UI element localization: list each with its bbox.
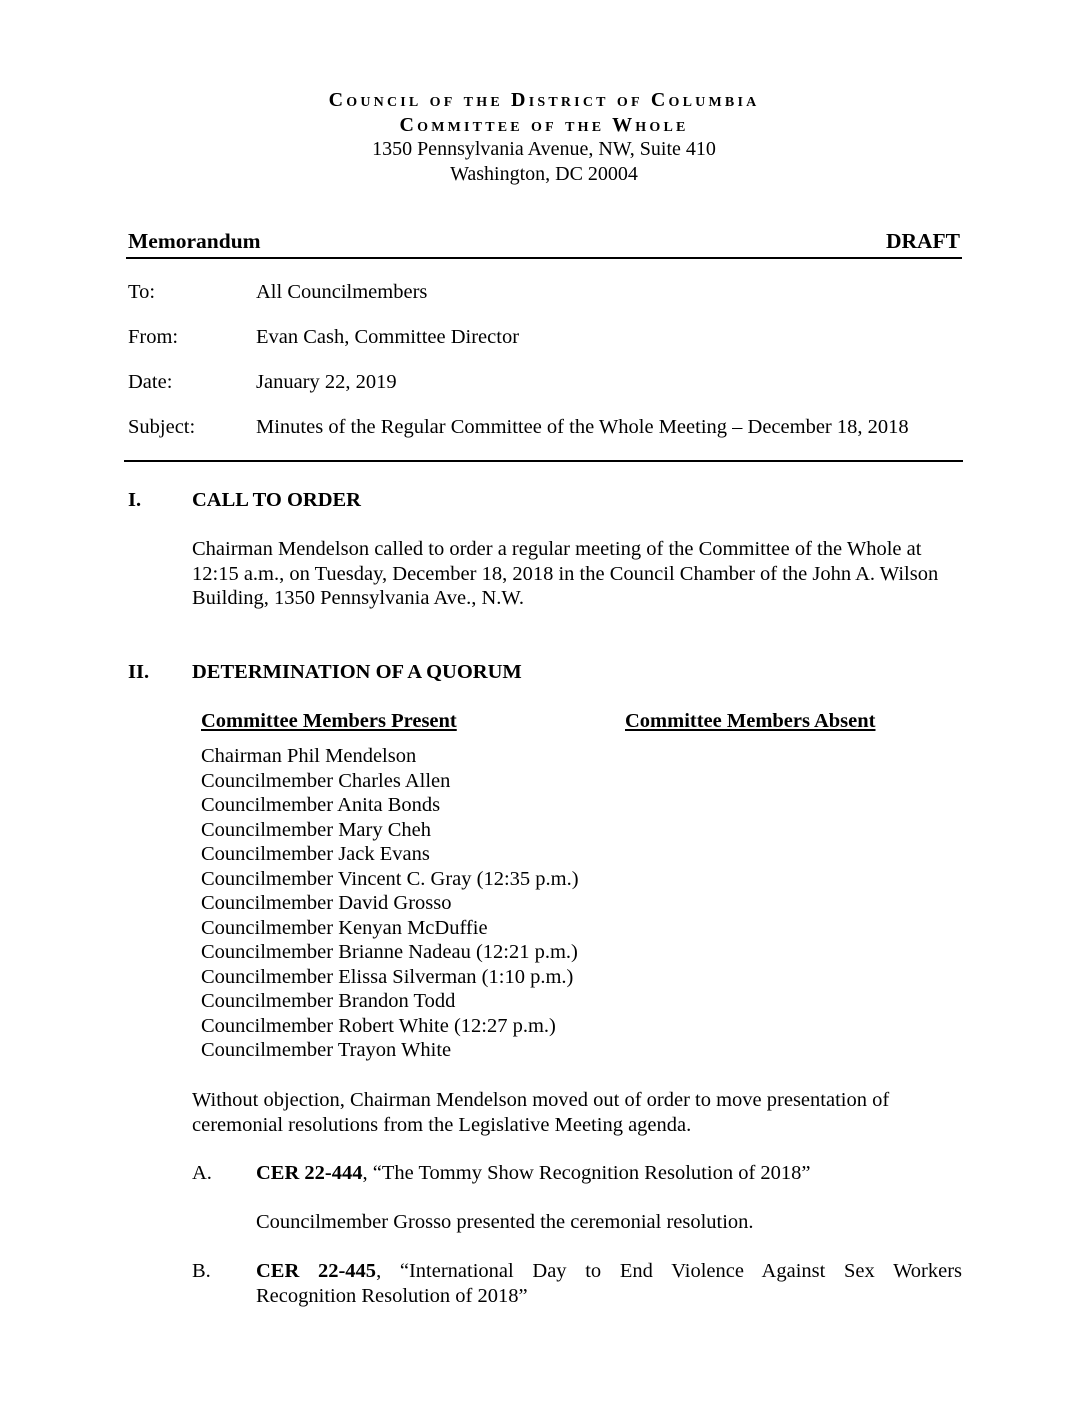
header-divider	[124, 460, 963, 462]
paragraph-line: Without objection, Chairman Mendelson moved out of order to move presentation of	[192, 1089, 890, 1111]
list-item: Councilmember Kenyan McDuffie	[201, 916, 488, 939]
memo-title: Memorandum	[128, 229, 261, 253]
item-a-code: CER 22-444	[256, 1162, 363, 1184]
item-b-title-2: Recognition Resolution of 2018”	[256, 1284, 528, 1307]
list-item: Councilmember Mary Cheh	[201, 818, 432, 841]
paragraph-line: 12:15 a.m., on Tuesday, December 18, 2018 in the Council Chamber of the John A. Wilson	[192, 562, 939, 585]
from-label: From:	[128, 326, 179, 348]
committee-name: Committee of the Whole	[399, 113, 689, 136]
memo-header	[126, 229, 962, 259]
address-line-2: Washington, DC 20004	[450, 162, 638, 185]
list-item: Councilmember Elissa Silverman (1:10 p.m.)	[201, 965, 574, 988]
paragraph-line: Chairman Mendelson called to order a regular meeting of the Committee of the Whole at	[192, 538, 922, 560]
date-value: January 22, 2019	[256, 371, 397, 393]
item-b	[256, 1259, 962, 1308]
section-2-title: DETERMINATION OF A QUORUM	[192, 661, 522, 683]
to-value: All Councilmembers	[256, 281, 428, 303]
paragraph-line: ceremonial resolutions from the Legislative Meeting agenda.	[192, 1113, 692, 1136]
item-a-note: Councilmember Grosso presented the ceremonial resolution.	[256, 1211, 754, 1233]
list-item: Chairman Phil Mendelson	[201, 745, 417, 767]
from-value: Evan Cash, Committee Director	[256, 326, 520, 348]
list-item: Councilmember Brandon Todd	[201, 990, 456, 1012]
subject-value: Minutes of the Regular Committee of the Whole Meeting – December 18, 2018	[256, 416, 909, 438]
list-item: Councilmember Vincent C. Gray (12:35 p.m.)	[201, 867, 579, 890]
list-item: Councilmember Jack Evans	[201, 843, 430, 865]
date-label: Date:	[128, 371, 173, 393]
to-label: To:	[128, 281, 156, 303]
subject-label: Subject:	[128, 416, 196, 438]
list-item: Councilmember Robert White (12:27 p.m.)	[201, 1014, 556, 1037]
item-a-title: , “The Tommy Show Recognition Resolution of 2018”	[362, 1162, 811, 1184]
motion-paragraph	[192, 1088, 962, 1137]
item-a-letter: A.	[192, 1162, 212, 1184]
list-item: Councilmember Trayon White	[201, 1039, 452, 1061]
item-b-line-1	[256, 1259, 962, 1284]
item-b-code: CER 22-445	[256, 1260, 377, 1282]
item-b-title-1: , “International Day to End Violence Against Sex Workers	[376, 1260, 963, 1282]
call-to-order-paragraph	[192, 537, 962, 611]
members-absent-header: Committee Members Absent	[625, 710, 876, 732]
section-2-number: II.	[128, 661, 150, 683]
list-item: Councilmember David Grosso	[201, 892, 452, 914]
members-present-list	[201, 744, 579, 1063]
section-1-title: CALL TO ORDER	[192, 489, 361, 511]
item-b-letter: B.	[192, 1260, 211, 1282]
list-item: Councilmember Charles Allen	[201, 769, 451, 792]
list-item: Councilmember Brianne Nadeau (12:21 p.m.)	[201, 941, 578, 963]
letterhead	[0, 88, 1088, 186]
council-name: Council of the District of Columbia	[328, 89, 760, 111]
list-item: Councilmember Anita Bonds	[201, 794, 441, 816]
draft-label: DRAFT	[885, 229, 960, 253]
paragraph-line: Building, 1350 Pennsylvania Ave., N.W.	[192, 587, 524, 609]
section-1-number: I.	[128, 489, 142, 511]
members-present-header: Committee Members Present	[201, 710, 457, 732]
address-line-1: 1350 Pennsylvania Avenue, NW, Suite 410	[372, 138, 716, 160]
item-a	[256, 1161, 962, 1186]
